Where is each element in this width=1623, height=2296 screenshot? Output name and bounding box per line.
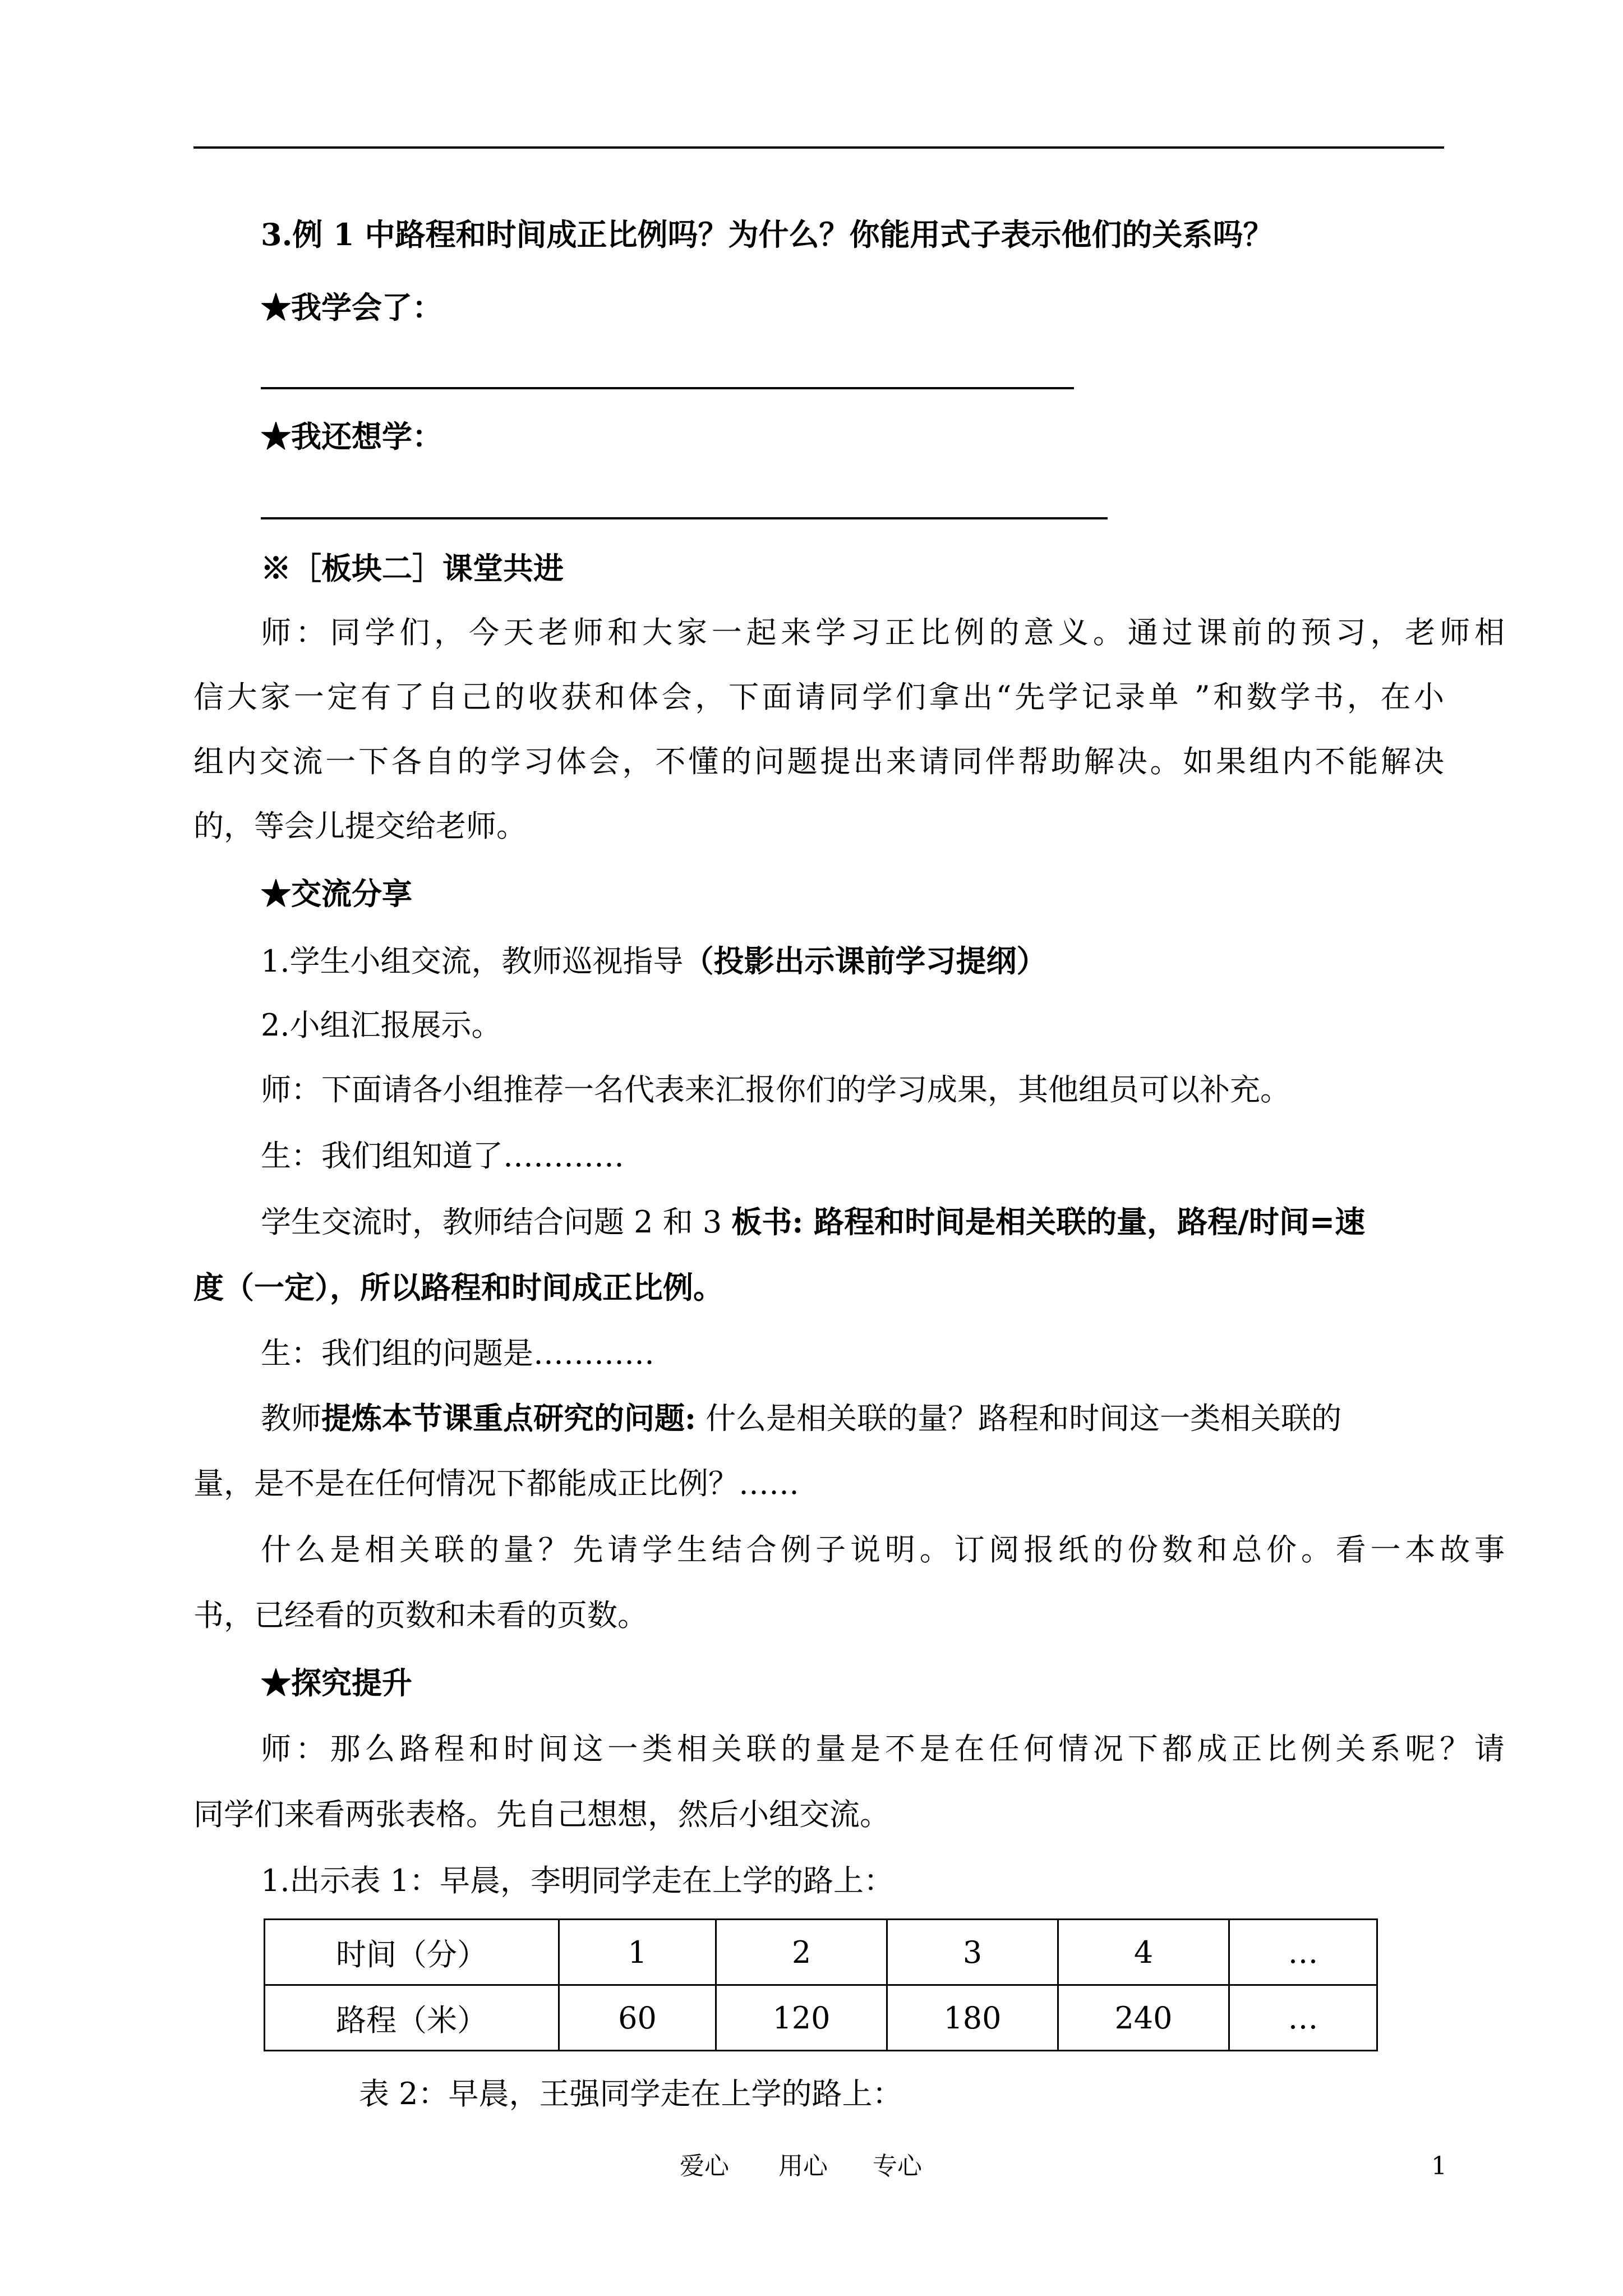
table-cell: 3 (887, 1920, 1058, 1985)
list-item-1-note: （投影出示课前学习提纲） (683, 943, 1047, 979)
paragraph-line: 的，等会儿提交给老师。 (193, 808, 527, 844)
key-question-label: 提炼本节课重点研究的问题: (321, 1400, 696, 1436)
key-question-line (261, 1400, 1341, 1437)
want-learn-answer-line (261, 517, 1108, 519)
table-1-caption: 1.出示表 1：早晨，李明同学走在上学的路上： (261, 1863, 895, 1898)
table-cell: … (1229, 1985, 1377, 2051)
paragraph-line: 组内交流一下各自的学习体会，不懂的问题提出来请同伴帮助解决。如果组内不能解决 (193, 744, 1444, 779)
paragraph-line: 生：我们组的问题是………… (261, 1336, 654, 1371)
list-item-1-text: 1.学生小组交流，教师巡视指导 (261, 944, 684, 979)
table-1 (264, 1918, 1378, 2051)
list-item-1 (261, 942, 1047, 980)
key-question-lead: 教师 (261, 1401, 321, 1436)
paragraph-line: 师：那么路程和时间这一类相关联的量是不是在任何情况下都成正比例关系呢？请 (261, 1731, 1505, 1766)
paragraph-line: 师：下面请各小组推荐一名代表来汇报你们的学习成果，其他组员可以补充。 (261, 1072, 1290, 1107)
header-rule (193, 146, 1444, 149)
table-cell: 4 (1058, 1920, 1229, 1985)
table-row (265, 1920, 1377, 1985)
table-2-caption: 表 2：早晨，王强同学走在上学的路上： (359, 2076, 903, 2111)
board-note-line-2: 度（一定），所以路程和时间成正比例。 (193, 1269, 723, 1305)
board-note-line (261, 1203, 1365, 1241)
board-note-text: 板书: 路程和时间是相关联的量，路程/时间=速 (731, 1204, 1366, 1240)
table-cell: 60 (559, 1985, 716, 2051)
table-row (265, 1985, 1377, 2051)
page-number: 1 (1431, 2152, 1447, 2180)
footer-motto-1: 爱心 (680, 2152, 729, 2180)
paragraph-line: 师：同学们，今天老师和大家一起来学习正比例的意义。通过课前的预习，老师相 (261, 615, 1505, 650)
key-question-text: 什么是相关联的量？路程和时间这一类相关联的 (695, 1401, 1342, 1436)
paragraph-line: 量，是不是在任何情况下都能成正比例？…… (193, 1466, 799, 1501)
paragraph-line: 什么是相关联的量？先请学生结合例子说明。订阅报纸的份数和总价。看一本故事 (261, 1532, 1505, 1567)
table-cell: 时间（分） (265, 1920, 559, 1985)
learned-label: ★我学会了： (261, 289, 442, 325)
want-learn-label: ★我还想学： (261, 418, 442, 454)
question-3: 3.例 1 中路程和时间成正比例吗？为什么？你能用式子表示他们的关系吗？ (261, 217, 1274, 252)
table-cell: 120 (716, 1985, 887, 2051)
explore-heading: ★探究提升 (261, 1665, 412, 1701)
paragraph-line: 同学们来看两张表格。先自己想想，然后小组交流。 (193, 1797, 890, 1832)
paragraph-line: 生：我们组知道了………… (261, 1138, 624, 1174)
table-cell: 路程（米） (265, 1985, 559, 2051)
table-cell: 2 (716, 1920, 887, 1985)
table-cell: … (1229, 1920, 1377, 1985)
paragraph-line: 书，已经看的页数和未看的页数。 (193, 1598, 648, 1633)
learned-answer-line (261, 387, 1074, 389)
share-heading: ★交流分享 (261, 876, 412, 912)
table-cell: 240 (1058, 1985, 1229, 2051)
list-item-2: 2.小组汇报展示。 (261, 1007, 502, 1043)
footer-motto-2: 用心 (778, 2152, 828, 2180)
paragraph-line: 信大家一定有了自己的收获和体会，下面请同学们拿出“先学记录单 ”和数学书，在小 (193, 679, 1444, 715)
table-cell: 1 (559, 1920, 716, 1985)
footer-motto-3: 专心 (873, 2152, 922, 2180)
section-heading: ※［板块二］课堂共进 (261, 550, 564, 586)
table-cell: 180 (887, 1985, 1058, 2051)
board-note-intro: 学生交流时，教师结合问题 2 和 3 (261, 1204, 732, 1240)
